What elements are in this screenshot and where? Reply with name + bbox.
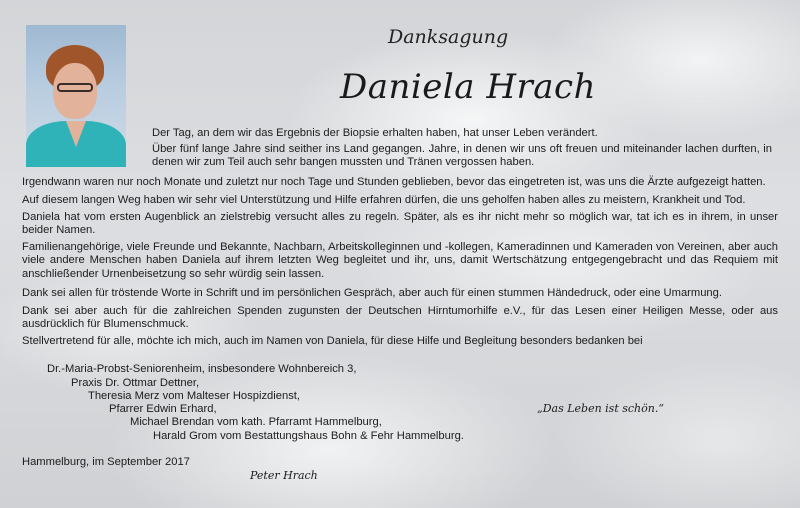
paragraph-9: Stellvertretend für alle, möchte ich mich, auch im Namen von Daniela, für diese Hilfe und Begleitung besonders bedanken bei — [22, 335, 643, 347]
deceased-name: Daniela Hrach — [340, 67, 596, 107]
thanks-item: Harald Grom vom Bestattungshaus Bohn & Fehr Hammelburg. — [153, 430, 464, 442]
paragraph-4: Auf diesem langen Weg haben wir sehr viel Unterstützung und Hilfe erfahren dürfen, die uns geholfen haben alles zu meistern, Krankheit und Tod. — [22, 194, 746, 206]
thanks-item: Pfarrer Edwin Erhard, — [109, 403, 217, 415]
signature: Peter Hrach — [250, 469, 318, 482]
paragraph-7: Dank sei allen für tröstende Worte in Schrift und im persönlichen Gespräch, aber auch für einen stummen Händedruck, oder eine Umarmung. — [22, 287, 722, 299]
paragraph-6: Familienangehörige, viele Freunde und Bekannte, Nachbarn, Arbeitskolleginnen und -kollegen, Kameradinnen und Kameraden von Vereinen, aber auch viele andere Menschen haben Daniela auf ihrem letzten Weg begleitet und ihr, uns, damit Wertschätzung entgegengebracht und das Requiem mit anschließender Urnenbeisetzung so sehr würdig sein lassen. — [22, 241, 778, 280]
paragraph-8: Dank sei aber auch für die zahlreichen Spenden zugunsten der Deutschen Hirntumorhilfe e.V., für das Lesen einer Heiligen Messe, oder aus ausdrücklich für Blumenschmuck. — [22, 305, 778, 331]
paragraph-2: Über fünf lange Jahre sind seither ins Land gegangen. Jahre, in denen wir uns oft freuen und miteinander lachen durften, in denen wir zum Teil auch sehr bangen mussten und Tränen vergossen haben. — [152, 143, 772, 169]
motto-quote: „Das Leben ist schön.“ — [537, 402, 664, 415]
thanks-item: Theresia Merz vom Malteser Hospizdienst, — [88, 390, 301, 402]
place-date: Hammelburg, im September 2017 — [22, 456, 190, 468]
portrait-photo — [26, 25, 126, 167]
notice-heading: Danksagung — [388, 26, 509, 48]
thanks-item: Praxis Dr. Ottmar Dettner, — [71, 377, 200, 389]
thanks-item: Dr.-Maria-Probst-Seniorenheim, insbesondere Wohnbereich 3, — [47, 363, 357, 375]
paragraph-3: Irgendwann waren nur noch Monate und zuletzt nur noch Tage und Stunden geblieben, bevor das eingetreten ist, was uns die Ärzte aufgezeigt hatten. — [22, 176, 766, 188]
thanks-item: Michael Brendan vom kath. Pfarramt Hammelburg, — [130, 416, 382, 428]
paragraph-1: Der Tag, an dem wir das Ergebnis der Biopsie erhalten haben, hat unser Leben verändert. — [152, 127, 598, 139]
paragraph-5: Daniela hat vom ersten Augenblick an zielstrebig versucht alles zu regeln. Später, als es ihr nicht mehr so möglich war, tat ich es in ihrem, in unser beider Namen. — [22, 211, 778, 237]
